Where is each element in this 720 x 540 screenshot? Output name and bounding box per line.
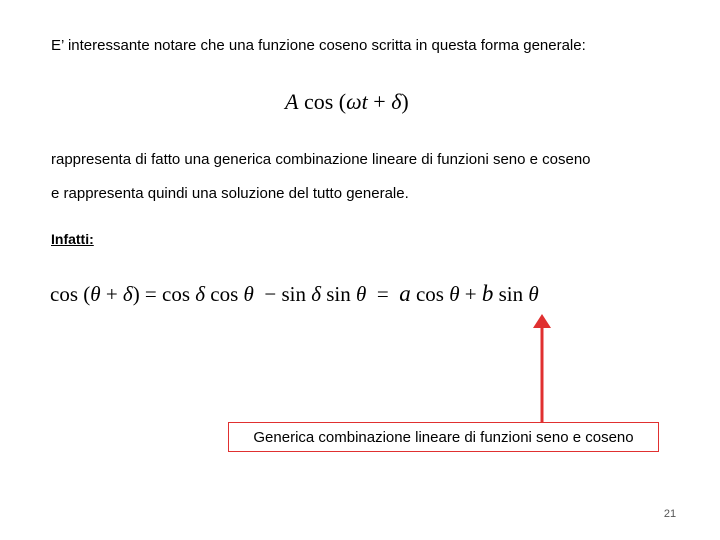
formula-general-cosine: A cos (ωt + δ)	[285, 89, 409, 114]
formula-expansion: cos (θ + δ) = cos δ cos θ − sin δ sin θ = a cos θ + b sin θ	[50, 281, 539, 306]
omega-t-symbol: ωt	[346, 89, 368, 114]
coefficient-b: b	[481, 281, 494, 306]
callout-box: Generica combinazione lineare di funzioni seno e coseno	[228, 422, 659, 452]
section-heading: Infatti:	[51, 231, 94, 247]
intro-text: E’ interessante notare che una funzione coseno scritta in questa forma generale:	[51, 37, 586, 54]
delta-symbol: δ	[391, 89, 402, 114]
page-number: 21	[663, 508, 677, 520]
explanation-line-1: rappresenta di fatto una generica combinazione lineare di funzioni seno e coseno	[51, 151, 591, 168]
arrow-up-icon	[530, 312, 554, 424]
arrow-head	[533, 314, 551, 328]
coefficient-a: a	[399, 281, 411, 306]
explanation-line-2: e rappresenta quindi una soluzione del tutto generale.	[51, 185, 409, 202]
amplitude-symbol: A	[285, 89, 299, 114]
